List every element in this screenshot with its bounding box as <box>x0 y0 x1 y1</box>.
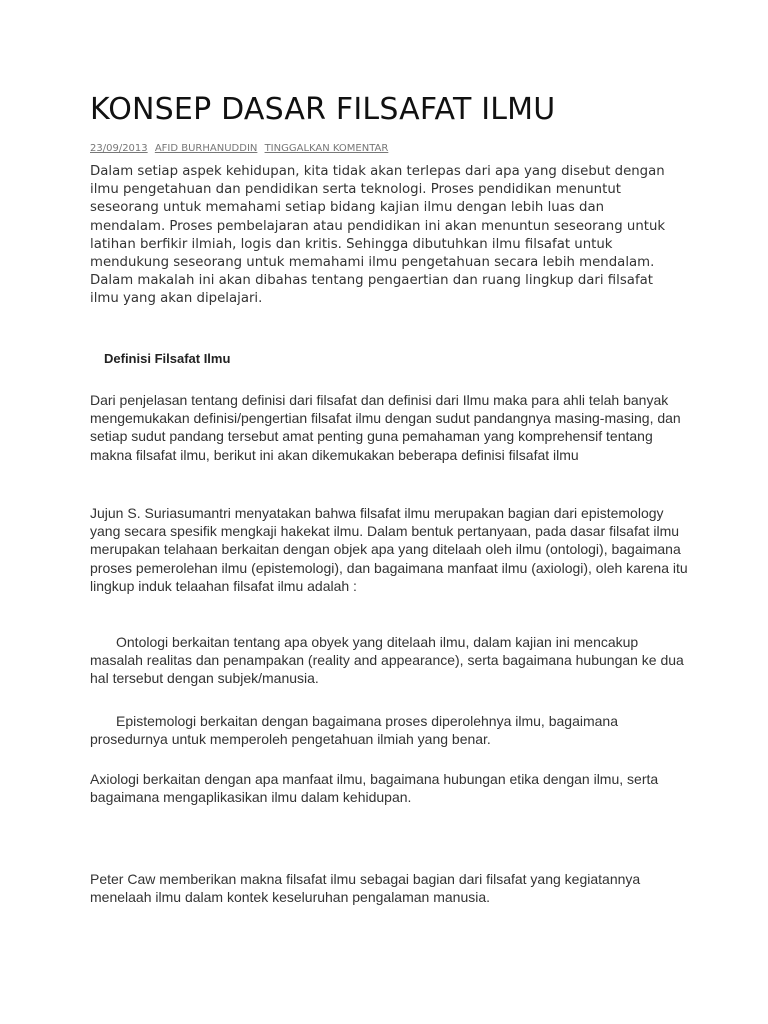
post-date-link[interactable]: 23/09/2013 <box>90 143 148 154</box>
body-paragraph: Peter Caw memberikan makna filsafat ilmu sebagai bagian dari filsafat yang kegiatannya menelaah ilmu dalam kontek keseluruhan pengalaman manusia. <box>90 871 641 906</box>
axiology-paragraph: Axiologi berkaitan dengan apa manfaat ilmu, bagaimana hubungan etika dengan ilmu, serta bagaimana mengaplikasikan ilmu dalam kehidupan. <box>90 771 659 806</box>
body-paragraph: Dari penjelasan tentang definisi dari filsafat dan definisi dari Ilmu maka para ahli telah banyak mengemukakan definisi/pengertian filsafat ilmu dengan sudut pandangnya masing-masing, dan setiap sudut pandang tersebut amat penting guna pemahaman yang komprehensif tentang makna filsafat ilmu, berikut ini akan dikemukakan beberapa definisi filsafat ilmu <box>90 392 681 463</box>
ontology-paragraph: Ontologi berkaitan tentang apa obyek yang ditelaah ilmu, dalam kajian ini mencakup masalah realitas dan penampakan (reality and appearance), serta bagaimana hubungan ke dua hal tersebut dengan subjek/manusia. <box>90 634 684 687</box>
leave-comment-link[interactable]: TINGGALKAN KOMENTAR <box>264 143 389 154</box>
body-paragraph: Jujun S. Suriasumantri menyatakan bahwa filsafat ilmu merupakan bagian dari epistemology yang secara spesifik mengkaji hakekat ilmu. Dalam bentuk pertanyaan, pada dasar filsafat ilmu merupakan telahaan berkaitan dengan objek apa yang ditelaah oleh ilmu (ontologi), bagaimana proses pemerolehan ilmu (epistemologi), dan bagaimana manfaat ilmu (axiologi), oleh karena itu lingkup induk telaahan filsafat ilmu adalah : <box>90 505 688 594</box>
article-meta <box>90 143 392 154</box>
intro-paragraph: Dalam setiap aspek kehidupan, kita tidak akan terlepas dari apa yang disebut dengan ilmu pengetahuan dan pendidikan serta teknologi. Proses pendidikan menuntut seseorang untuk memahami setiap bidang kajian ilmu dengan lebih luas dan mendalam. Proses pembelajaran atau pendidikan ini akan menuntun seseorang untuk latihan berfikir ilmiah, logis dan kritis. Sehingga dibutuhkan ilmu filsafat untuk mendukung seseorang untuk memahami ilmu pengetahuan secara lebih mendalam. Dalam makalah ini akan dibahas tentang pengaertian dan ruang lingkup dari filsafat ilmu yang akan dipelajari. <box>90 164 666 307</box>
epistemology-paragraph: Epistemologi berkaitan dengan bagaimana proses diperolehnya ilmu, bagaimana prosedurnya untuk memperoleh pengetahuan ilmiah yang benar. <box>90 713 618 748</box>
article-title: KONSEP DASAR FILSAFAT ILMU <box>90 92 556 127</box>
section-heading: Definisi Filsafat Ilmu <box>104 351 231 366</box>
author-link[interactable]: AFID BURHANUDDIN <box>154 143 258 154</box>
